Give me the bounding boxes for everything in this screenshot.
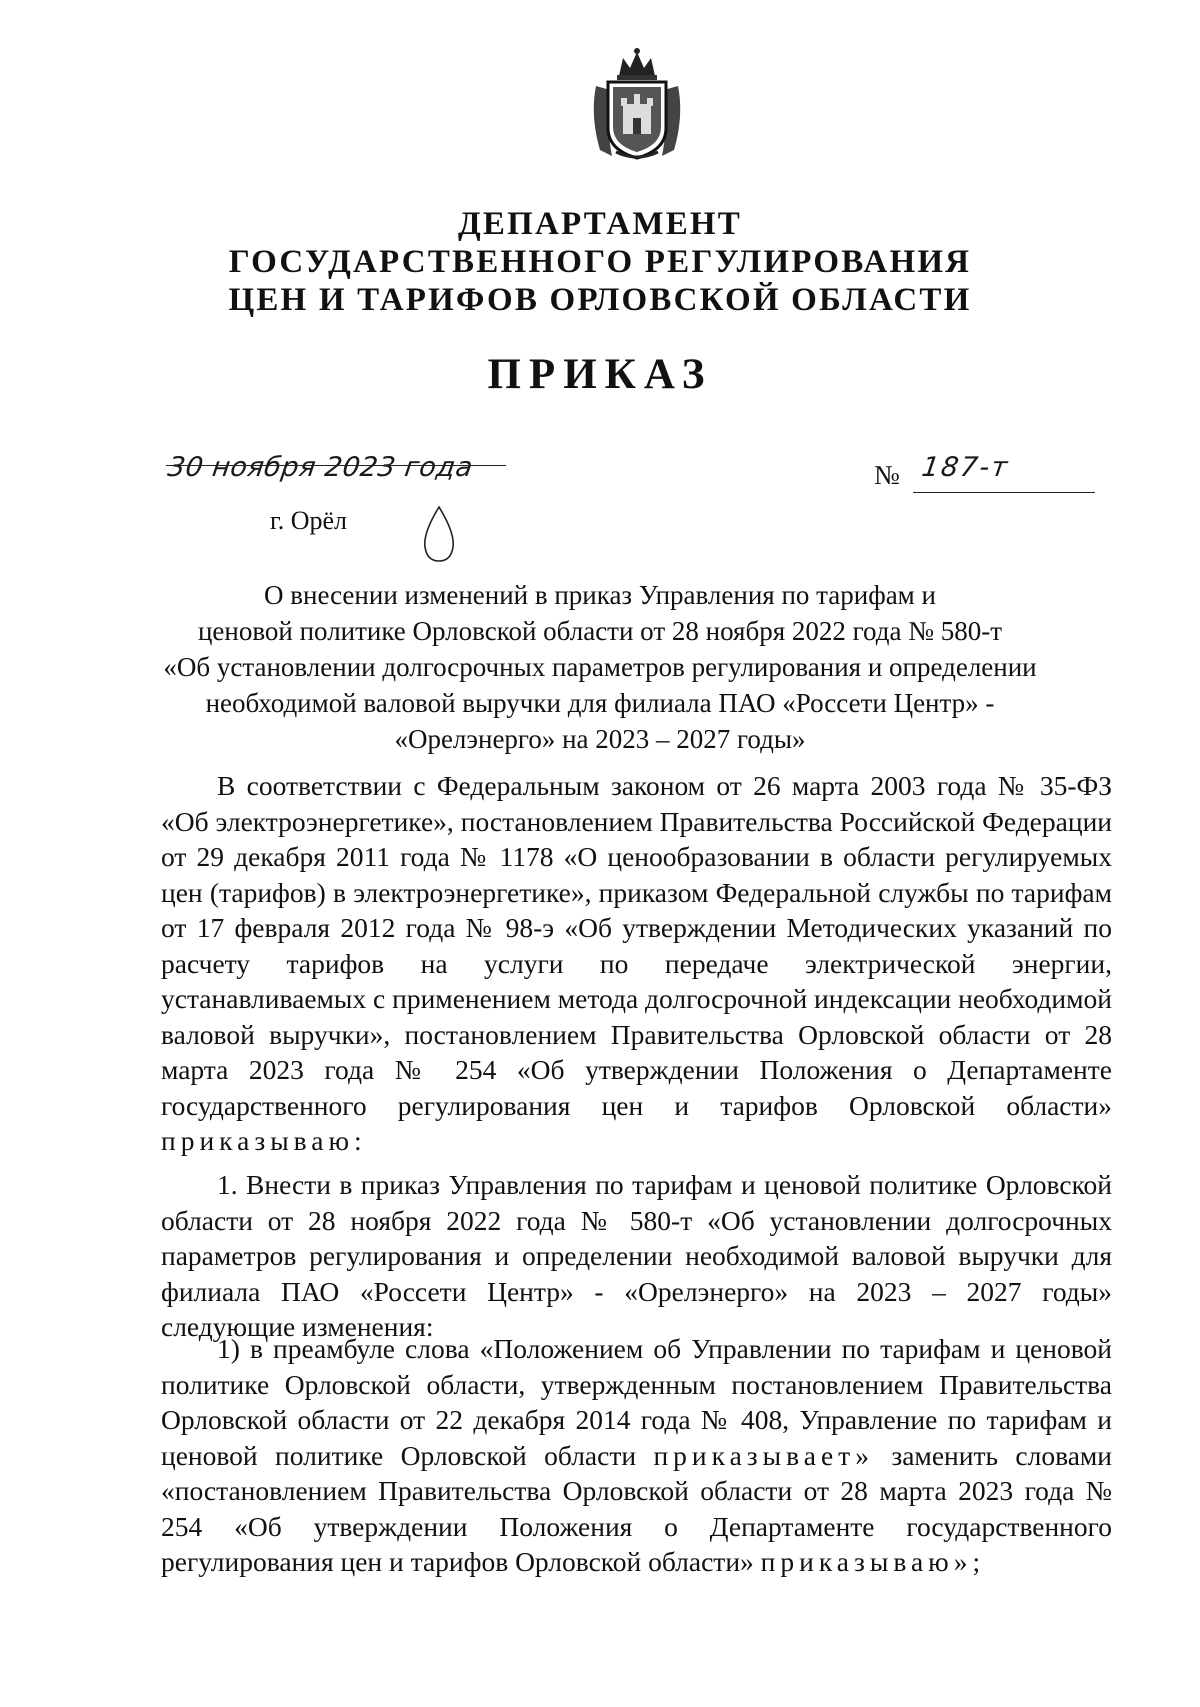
preamble-paragraph [161,768,1112,1159]
date-underline [166,465,506,466]
preamble-text: В соответствии с Федеральным законом от 26 марта 2003 года № 35-ФЗ «Об электроэнергетике», постановлением Правительства Российской Федерации от 29 декабря 2011 года № 1178 «О ценообразовании в области регулируемых цен (тарифов) в электроэнергетике», приказом Федеральной службы по тарифам от 17 февраля 2012 года № 98-э «Об утверждении Методических указаний по расчету тарифов на услуги по передаче электрической энергии, устанавливаемых с применением метода долгосрочной индексации необходимой валовой выручки», постановлением Правительства Орловской области от 28 марта 2023 года № 254 «Об утверждении Положения о Департаменте государственного регулирования цен и тарифов Орловской области» [161,770,1112,1121]
item-1-1-order-word-1: приказывает» [653,1439,874,1471]
stamp-mark [419,503,459,563]
coat-of-arms-emblem [586,46,688,162]
header-line-2: ГОСУДАРСТВЕННОГО РЕГУЛИРОВАНИЯ [228,244,972,280]
number-label: № [874,460,900,490]
item-1-1-part-1: 1) в преамбуле слова «Положением об Управлении по тарифам и ценовой политике Орловской области, утвержденным постановлением Правительства Орловской области от 22 декабря 2014 года № 408, Управление по тарифам и ценовой политике Орловской области [161,1333,1112,1471]
city-label: г. Орёл [270,506,348,535]
department-header [0,205,1200,319]
number-underline [913,492,1095,493]
subject-line-1: О внесении изменений в приказ Управления по тарифам и [264,580,936,610]
order-subject [120,577,1080,757]
subject-line-4: необходимой валовой выручки для филиала ПАО «Россети Центр» - [205,688,995,718]
header-line-1: ДЕПАРТАМЕНТ [457,206,742,242]
subject-line-2: ценовой политике Орловской области от 28 ноября 2022 года № 580-т [197,616,1003,646]
item-1-1-paragraph [161,1331,1112,1580]
item-1-1-order-word-2: приказываю»; [760,1546,986,1577]
subject-line-5: «Орелэнерго» на 2023 – 2027 годы» [394,724,806,754]
item-1-1-part-2: заменить словами «постановлением Правительства Орловской области от 28 марта 2023 года № 254 «Об утверждении Положения о Департаменте государственного регулирования цен и тарифов Орловской области» [161,1439,1113,1577]
item-1-paragraph: 1. Внести в приказ Управления по тарифам и ценовой политике Орловской области от 28 ноября 2022 года № 580-т «Об установлении долгосрочных параметров регулирования и определении необходимой валовой выручки для филиала ПАО «Россети Центр» - «Орелэнерго» на 2023 – 2027 годы» следующие изменения: [161,1169,1112,1342]
header-line-3: ЦЕН И ТАРИФОВ ОРЛОВСКОЙ ОБЛАСТИ [228,282,972,318]
subject-line-3: «Об установлении долгосрочных параметров регулирования и определении [163,652,1037,682]
document-type-title: ПРИКАЗ [487,351,713,398]
handwritten-date: 30 ноября 2023 года [165,452,475,483]
handwritten-number: 187-т [919,452,1012,483]
order-word: приказываю: [161,1125,367,1156]
